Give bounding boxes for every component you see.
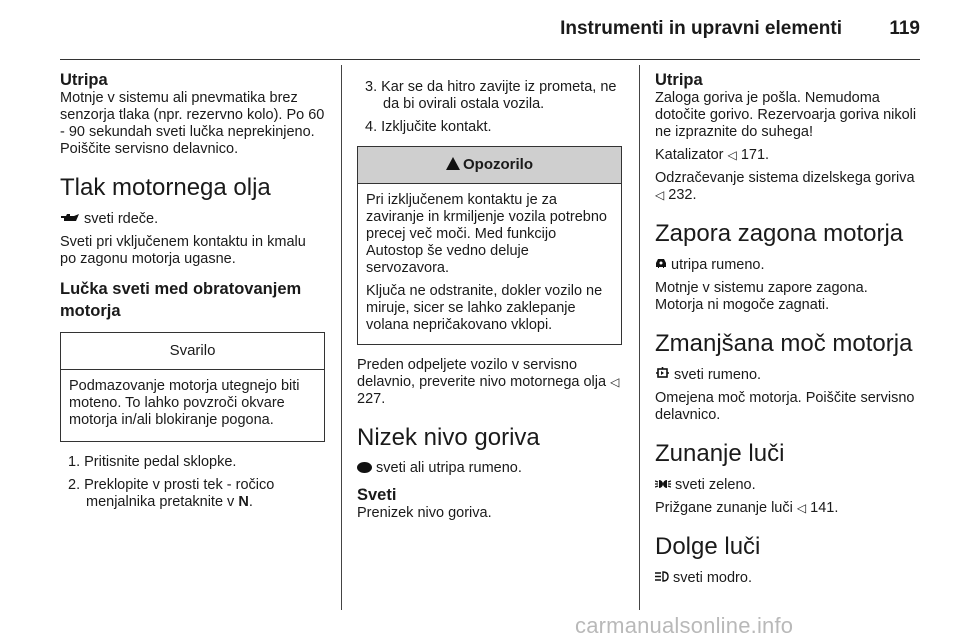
- oil-indicator-line: [60, 210, 325, 228]
- opozorilo-title: Opozorilo: [463, 156, 533, 173]
- fuel-heading: Nizek nivo goriva: [357, 424, 540, 451]
- opozorilo-paragraph-2: Ključa ne odstranite, dokler vozilo ne miruje, sicer se lahko zaklepanje volana nepričakovano vklopi.: [366, 283, 603, 333]
- sveti-text: Prenizek nivo goriva.: [357, 505, 492, 521]
- utripa-title: Utripa: [60, 71, 108, 89]
- list-item: 4. Izključite kontakt.: [365, 119, 492, 135]
- svarilo-text: Podmazovanje motorja utegnejo biti moteno. To lahko povzroči okvare motorja in/ali blokiranje pogona.: [69, 378, 300, 428]
- fuel-dot-icon: [357, 462, 372, 473]
- header-rule: [60, 59, 920, 60]
- sveti-title: Sveti: [357, 486, 397, 504]
- engine-power-icon: [655, 366, 670, 383]
- high-beam-indicator-line: sveti modro.: [655, 569, 920, 587]
- parking-light-icon: [655, 476, 671, 493]
- page-number: 119: [889, 18, 920, 39]
- oil-indicator-text: sveti rdeče.: [84, 211, 159, 227]
- list-item: 3. Kar se da hitro zavijte iz prometa, ne da bi ovirali ostala vozila.: [365, 79, 617, 112]
- ref-arrow-icon: ◁: [610, 375, 620, 389]
- utripa-title: Utripa: [655, 71, 703, 89]
- column-2: [357, 79, 622, 528]
- utripa-text: Zaloga goriva je pošla. Nemudoma dotočite gorivo. Rezervoarja goriva nikoli ne izpraznite do suhega!: [655, 90, 917, 140]
- service-text: Preden odpeljete vozilo v servisno delavnio, preverite nivo motornega olja ◁ 227.: [357, 357, 620, 407]
- immobiliser-heading: Zapora zagona motorja: [655, 220, 904, 247]
- steps-list-2: [357, 79, 622, 136]
- opozorilo-paragraph-1: Pri izključenem kontaktu je za zaviranje in krmiljenje vozila potrebno precej več moči. Med funkcijo Autostop še vedno deluje servozavora.: [366, 192, 607, 276]
- power-indicator-line: sveti rumeno.: [655, 366, 920, 384]
- exterior-lights-heading: Zunanje luči: [655, 440, 785, 467]
- ref-arrow-icon: ◁: [655, 188, 665, 202]
- oil-can-icon: [60, 210, 80, 227]
- ref-arrow-icon: ◁: [727, 148, 737, 162]
- fuel-indicator-line: sveti ali utripa rumeno.: [357, 460, 622, 477]
- steps-list-1: [60, 454, 325, 511]
- utripa-text: Motnje v sistemu ali pnevmatika brez senzorja tlaka (npr. rezervno kolo). Po 60 - 90 sekundah sveti lučka neprekinjeno. Poiščite servisno delavnico.: [60, 90, 325, 157]
- high-beam-heading: Dolge luči: [655, 533, 761, 560]
- power-heading: Zmanjšana moč motorja: [655, 330, 913, 357]
- ref-arrow-icon: ◁: [796, 501, 807, 515]
- page-header: [0, 0, 960, 60]
- high-beam-icon: [655, 569, 669, 586]
- column-3: [655, 70, 920, 593]
- svarilo-box: [60, 332, 325, 442]
- immobiliser-indicator-line: utripa rumeno.: [655, 256, 920, 274]
- exterior-text: Prižgane zunanje luči ◁ 141.: [655, 500, 839, 516]
- list-item: 1. Pritisnite pedal sklopke.: [68, 454, 237, 470]
- column-1: [60, 70, 325, 517]
- odzracevanje-line: Odzračevanje sistema dizelskega goriva ◁ 232.: [655, 170, 915, 203]
- column-divider: [639, 65, 640, 610]
- column-divider: [341, 65, 342, 610]
- oil-text: Sveti pri vključenem kontaktu in kmalu po zagonu motorja ugasne.: [60, 234, 306, 267]
- oil-pressure-heading: Tlak motornega olja: [60, 174, 271, 201]
- svarilo-title: Svarilo: [61, 333, 324, 370]
- opozorilo-box: [357, 146, 622, 345]
- katalizator-line: Katalizator ◁ 171.: [655, 147, 770, 163]
- exterior-indicator-line: sveti zeleno.: [655, 476, 920, 494]
- power-text: Omejena moč motorja. Poiščite servisno delavnico.: [655, 390, 915, 423]
- running-heading: Lučka sveti med obratovanjem motorja: [60, 280, 302, 320]
- watermark: carmanualsonline.info: [575, 613, 794, 638]
- opozorilo-header: [358, 147, 621, 184]
- header-title: Instrumenti in upravni elementi: [560, 18, 842, 39]
- list-item: 2. Preklopite v prosti tek - ročico menjalnika pretaknite v N.: [68, 477, 275, 510]
- car-key-icon: [655, 256, 667, 273]
- immobiliser-text: Motnje v sistemu zapore zagona. Motorja ni mogoče zagnati.: [655, 280, 868, 313]
- warning-triangle-icon: [446, 157, 460, 170]
